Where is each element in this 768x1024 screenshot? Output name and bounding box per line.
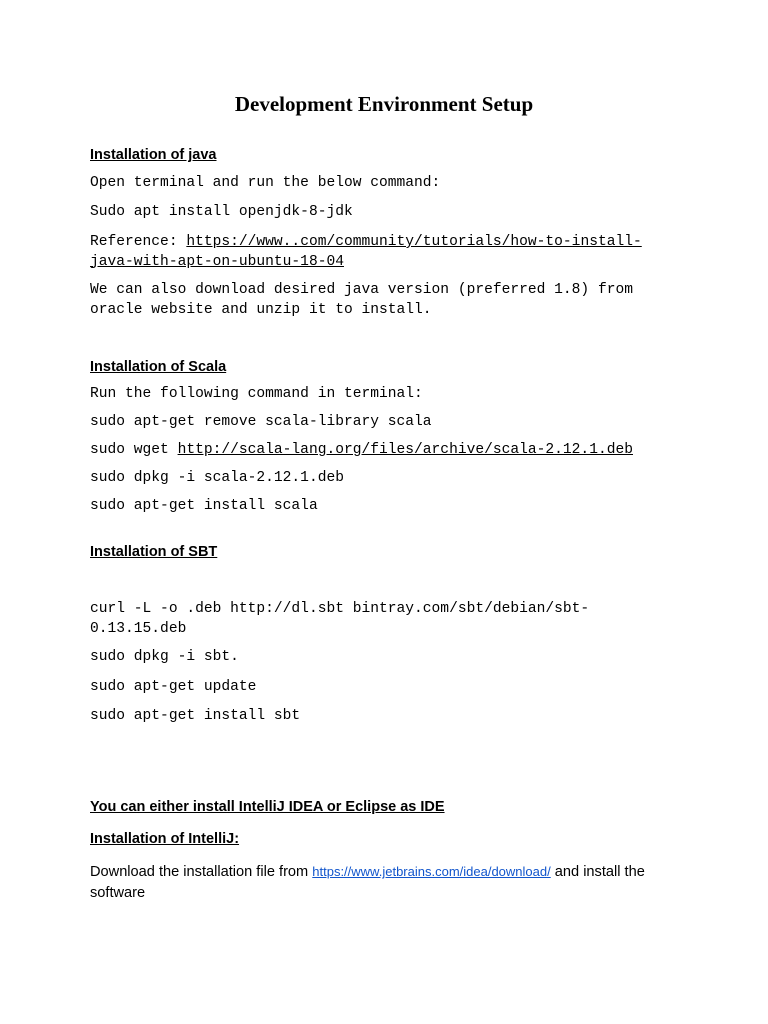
intellij-download-suffix: and install the software [90, 864, 645, 901]
intellij-download-prefix: Download the installation file from [90, 864, 313, 880]
sbt-line-curl: curl -L -o .deb http://dl.sbt bintray.com/sbt/debian/sbt-0.13.15.deb [90, 601, 590, 637]
scala-heading: Installation of Scala [90, 359, 227, 375]
java-line-download-note: We can also download desired java version (preferred 1.8) from oracle website and unzip it to install. [90, 282, 642, 318]
scala-wget-prefix: sudo wget [90, 442, 178, 458]
sbt-line-dpkg: sudo dpkg -i sbt. [90, 649, 239, 665]
scala-wget-link[interactable]: http://scala-lang.org/files/archive/scala-2.12.1.deb [177, 442, 633, 458]
intellij-download-link[interactable]: https://www.jetbrains.com/idea/download/ [312, 864, 551, 879]
scala-line-dpkg: sudo dpkg -i scala-2.12.1.deb [90, 470, 344, 486]
intellij-download-paragraph [90, 861, 680, 904]
java-heading: Installation of java [90, 147, 217, 163]
java-line-install-command: Sudo apt install openjdk-8-jdk [90, 204, 353, 220]
java-line-open-terminal: Open terminal and run the below command: [90, 175, 441, 191]
java-reference [90, 233, 670, 272]
java-reference-link[interactable]: https://www..com/community/tutorials/how-to-install-java-with-apt-on-ubuntu-18-04 [90, 234, 642, 270]
ide-heading: You can either install IntelliJ IDEA or Eclipse as IDE [90, 799, 445, 815]
sbt-heading: Installation of SBT [90, 544, 218, 560]
scala-line-wget [90, 441, 680, 461]
intellij-heading: Installation of IntelliJ: [90, 831, 240, 847]
page-title: Development Environment Setup [234, 92, 534, 116]
scala-line-remove: sudo apt-get remove scala-library scala [90, 414, 432, 430]
scala-line-run: Run the following command in terminal: [90, 386, 423, 402]
sbt-line-update: sudo apt-get update [90, 679, 257, 695]
scala-line-install: sudo apt-get install scala [90, 498, 318, 514]
sbt-line-install: sudo apt-get install sbt [90, 708, 301, 724]
java-reference-label: Reference: [90, 234, 187, 250]
